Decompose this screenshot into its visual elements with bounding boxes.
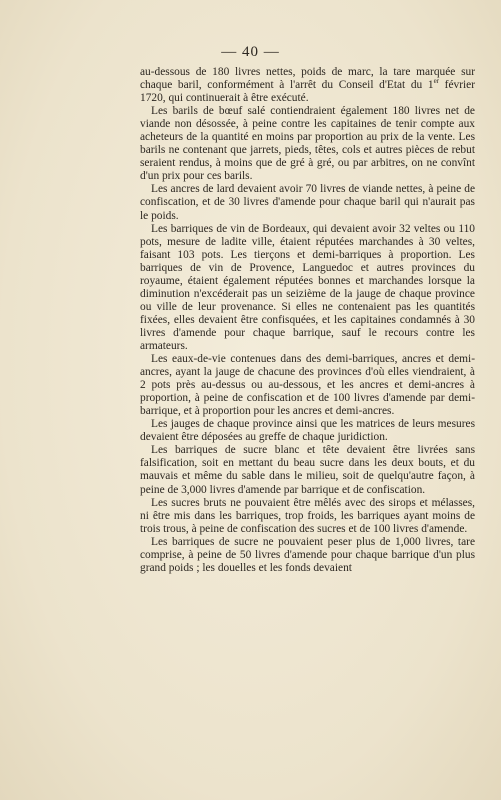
paragraph: Les ancres de lard devaient avoir 70 livres de viande nettes, à peine de confiscation, et de 30 livres d'amende pour chaque baril qui n'aurait pas le poids. [140,183,475,222]
paragraph: au-dessous de 180 livres nettes, poids de marc, la tare marquée sur chaque baril, conformément à l'arrêt du Conseil d'Etat du 1er février 1720, qui continuerait à être exécuté. [140,66,475,105]
body-text [140,66,475,575]
paragraph: Les barriques de vin de Bordeaux, qui devaient avoir 32 veltes ou 110 pots, mesure de ladite ville, étaient réputées marchandes à 30 veltes, faisant 103 pots. Les tierçons et demi-barriques à proportion. Les barriques de vin de Provence, Languedoc et autres provinces du royaume, étaient également réputées bonnes et marchandes lorsque la diminution n'excéderait pas un seizième de la jauge de chaque province ou ville de leur provenance. Si elles ne contenaient pas les quantités fixées, elles devaient être confisquées, et les capitaines condamnés à 30 livres d'amende pour chaque barrique, sauf le recours contre les armateurs. [140,222,475,352]
paragraph: Les barriques de sucre ne pouvaient peser plus de 1,000 livres, tare comprise, à peine de 50 livres d'amende pour chaque barrique d'un plus grand poids ; les douelles et les fonds devaient [140,535,475,574]
paragraph: Les barriques de sucre blanc et tête devaient être livrées sans falsification, soit en mettant du beau sucre dans les deux bouts, et du mauvais et même du sable dans le milieu, soit de quelqu'autre façon, à peine de 3,000 livres d'amende par barrique et de confiscation. [140,444,475,496]
paragraph: Les jauges de chaque province ainsi que les matrices de leurs mesures devaient être déposées au greffe de chaque juridiction. [140,418,475,444]
paragraph: Les sucres bruts ne pouvaient être mêlés avec des sirops et mélasses, ni être mis dans les barriques, trop froids, les barriques ayant moins de trois trous, à peine de confiscation des sucres et de 100 livres d'amende. [140,496,475,535]
paragraph: Les eaux-de-vie contenues dans des demi-barriques, ancres et demi-ancres, ayant la jauge de chacune des provinces d'où elles viendraient, à 2 pots près au-dessus ou au-dessous, et les ancres et demi-ancres à proportion, à peine de confiscation et de 100 livres d'amende par demi-barrique, et à proportion pour les ancres et demi-ancres. [140,353,475,418]
paragraph: Les barils de bœuf salé contiendraient également 180 livres net de viande non désossée, à peine contre les capitaines de tenir compte aux acheteurs de la quantité en moins par proportion au prix de la vente. Les barils ne contenant que jarrets, pieds, têtes, cols et autres pièces de rebut seraient rendus, à moins que de gré à gré, ou par arbitres, on ne convînt d'un prix pour ces barils. [140,105,475,183]
ordinal-suffix: er [433,77,440,86]
page-number: — 40 — [221,44,280,60]
